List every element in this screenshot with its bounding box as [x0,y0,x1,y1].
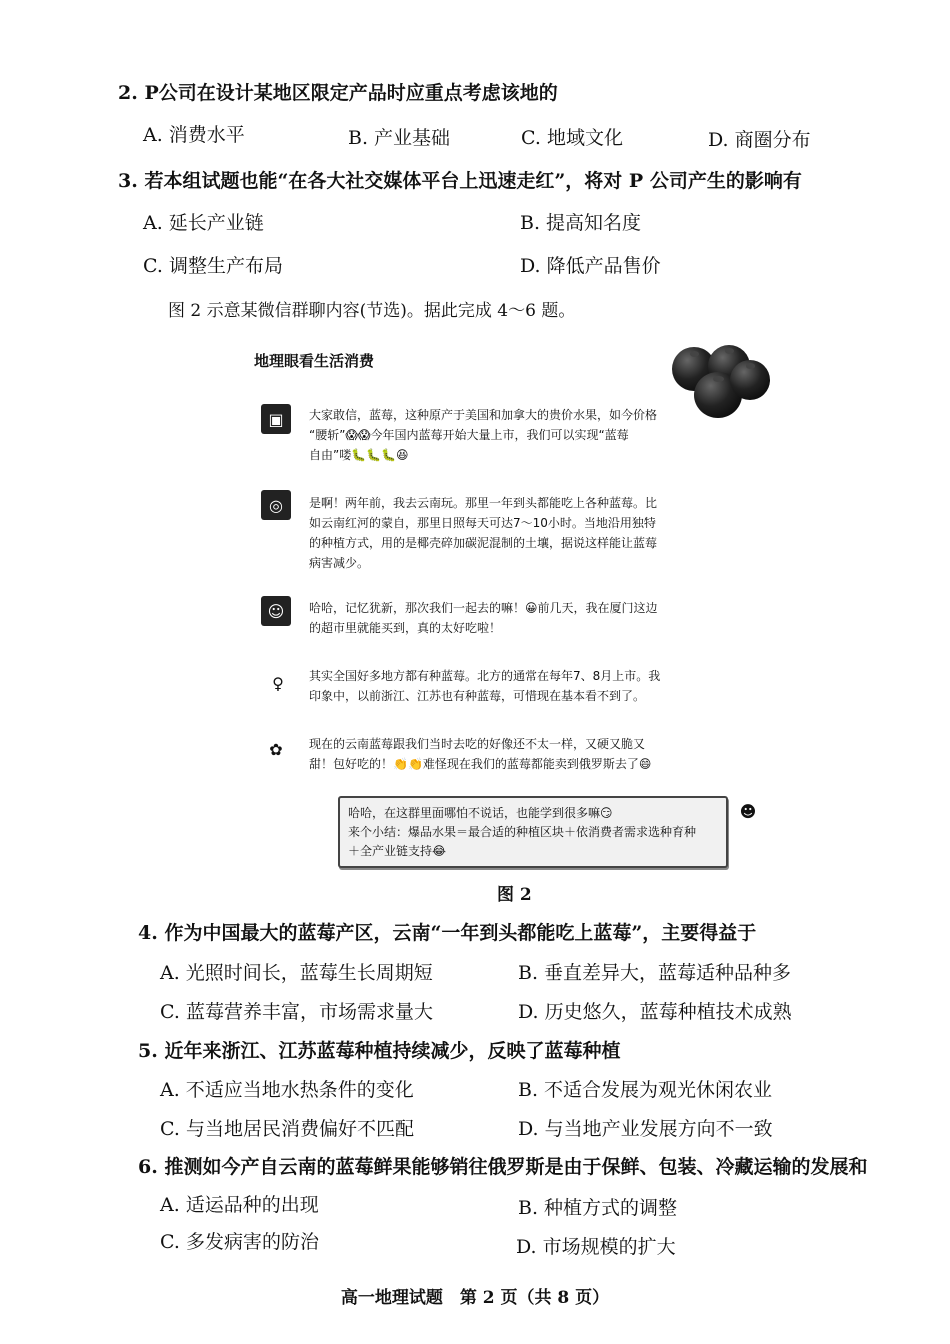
chat-message: 哈哈，记忆犹新，那次我们一起去的嘛！😀前几天，我在厦门这边 的超市里就能买到，真的太好吃啦！ [309,601,658,635]
question-4-stem: 4. 作为中国最大的蓝莓产区，云南“一年到头都能吃上蓝莓”，主要得益于 [138,922,757,944]
q5-option-d: D. 与当地产业发展方向不一致 [518,1118,773,1140]
q3-option-c: C. 调整生产布局 [143,255,283,277]
q3-option-a: A. 延长产业链 [143,212,264,234]
cartoon-avatar-icon: ✿ [261,734,291,764]
q2-option-c: C. 地域文化 [521,127,623,149]
summary-bubble [338,796,728,868]
question-6-stem: 6. 推测如今产自云南的蓝莓鲜果能够销往俄罗斯是由于保鲜、包装、冷藏运输的发展和 [138,1156,868,1178]
figure-caption: 图 2 [497,885,532,905]
q6-option-c: C. 多发病害的防治 [160,1231,319,1253]
girl-avatar-icon: ♀ [263,668,293,698]
landscape-avatar-icon: ◎ [261,490,291,520]
q2-option-b: B. 产业基础 [348,127,451,149]
q6-option-a: A. 适运品种的出现 [160,1194,319,1216]
question-5-stem: 5. 近年来浙江、江苏蓝莓种植持续减少，反映了蓝莓种植 [138,1040,621,1062]
q5-option-c: C. 与当地居民消费偏好不匹配 [160,1118,414,1140]
q3-option-d: D. 降低产品售价 [520,255,661,277]
section-intro: 图 2 示意某微信群聊内容(节选)。据此完成 4～6 题。 [168,301,576,321]
chat-group-title: 地理眼看生活消费 [254,352,375,370]
q4-option-d: D. 历史悠久，蓝莓种植技术成熟 [518,1001,792,1023]
q6-option-b: B. 种植方式的调整 [518,1197,678,1219]
q3-option-b: B. 提高知名度 [520,212,642,234]
q6-option-d: D. 市场规模的扩大 [516,1236,676,1258]
chat-message: 其实全国好多地方都有种蓝莓。北方的通常在每年7、8月上市。我 印象中，以前浙江、江苏也有种蓝莓，可惜现在基本看不到了。 [309,669,661,703]
question-3-stem: 3. 若本组试题也能“在各大社交媒体平台上迅速走红”，将对 P 公司产生的影响有 [118,170,802,192]
q5-option-b: B. 不适合发展为观光休闲农业 [518,1079,773,1101]
photo-avatar-icon: ▣ [261,404,291,434]
q4-option-c: C. 蓝莓营养丰富，市场需求量大 [160,1001,433,1023]
summary-message: 哈哈，在这群里面哪怕不说话，也能学到很多嘛😏 来个小结：爆品水果＝最合适的种植区块＋依消费者需求选种育种 ＋全产业链支持😂 [348,806,697,858]
q4-option-b: B. 垂直差异大，蓝莓适种品种多 [518,962,792,984]
face-avatar-icon: ☺ [261,596,291,626]
question-2-stem: 2. P公司在设计某地区限定产品时应重点考虑该地的 [118,82,558,104]
chat-message: 大家敢信，蓝莓，这种原产于美国和加拿大的贵价水果，如今价格 “腰斩”😱😱今年国内蓝莓开始大量上市，我们可以实现“蓝莓 自由”喽🐛🐛🐛😆 [309,408,658,462]
q4-option-a: A. 光照时间长，蓝莓生长周期短 [160,962,433,984]
teacher-avatar-icon: ☻ [733,796,763,826]
q2-option-a: A. 消费水平 [143,124,245,146]
page-footer: 高一地理试题 第 2 页（共 8 页） [340,1288,610,1308]
chat-message: 现在的云南蓝莓跟我们当时去吃的好像还不太一样，又硬又脆又 甜！包好吃的！👏👏难怪现在我们的蓝莓都能卖到俄罗斯去了😄 [309,737,652,771]
q2-option-d: D. 商圈分布 [708,129,811,151]
q5-option-a: A. 不适应当地水热条件的变化 [160,1079,414,1101]
chat-message: 是啊！两年前，我去云南玩。那里一年到头都能吃上各种蓝莓。比 如云南红河的蒙自，那里日照每天可达7～10小时。当地沿用独特 的种植方式，用的是椰壳碎加碳泥混制的土壤，据说这样能让蓝莓 病害减少。 [309,496,658,570]
